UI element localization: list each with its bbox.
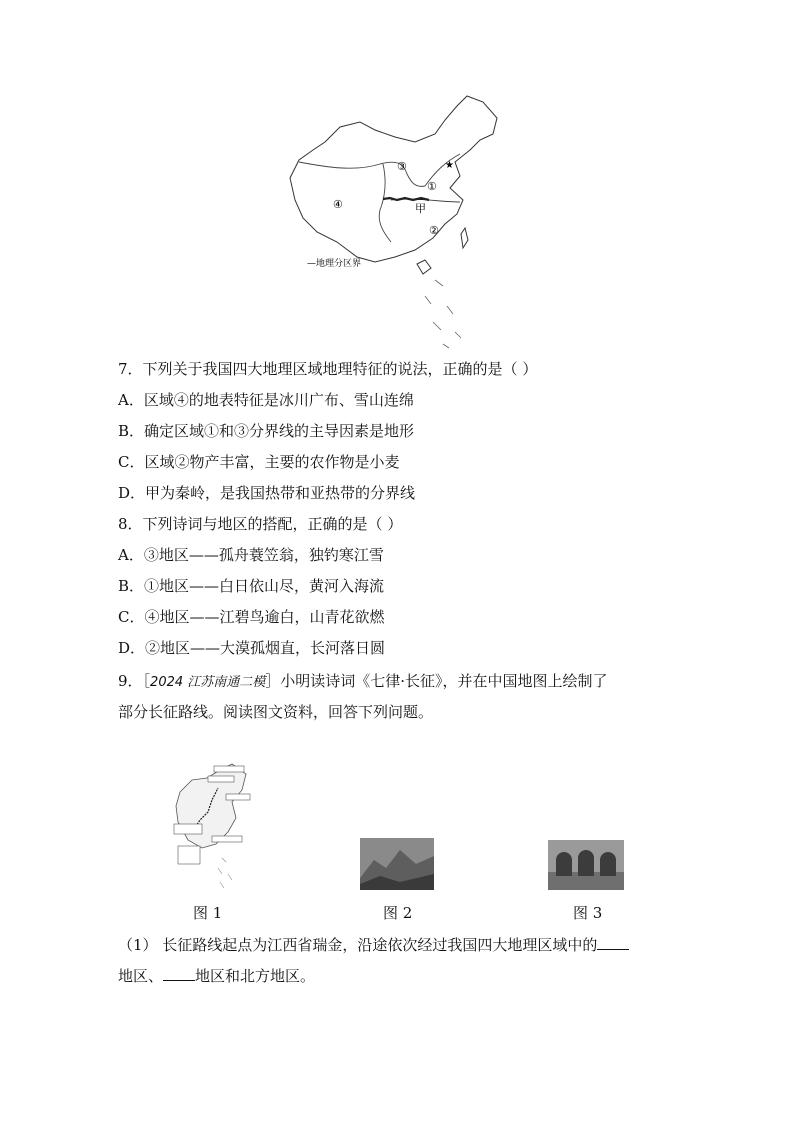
q7-option-d: D．甲为秦岭，是我国热带和亚热带的分界线 — [118, 484, 416, 502]
region-label-3: ③ — [397, 160, 407, 173]
figure-2-photo — [360, 838, 434, 890]
q7-option-a: A．区域④的地表特征是冰川广布、雪山连绵 — [118, 391, 414, 409]
q7-option-b: B．确定区域①和③分界线的主导因素是地形 — [118, 422, 415, 440]
figure-3-photo — [548, 840, 624, 890]
china-region-map — [285, 92, 511, 350]
star-icon: ★ — [445, 160, 454, 171]
region-label-jia: 甲 — [415, 202, 426, 215]
figure-3-caption: 图 3 — [573, 904, 603, 922]
region-label-1: ① — [427, 180, 437, 193]
answer-blank-1[interactable] — [597, 935, 629, 950]
q9-prefix: 9．［ — [118, 672, 151, 690]
map-legend: —地理分区界 — [307, 259, 362, 269]
q9-sub1-line1 — [118, 935, 629, 955]
q9-stem-line2: 部分长征路线。阅读图文资料，回答下列问题。 — [118, 703, 434, 721]
q9-line1-rest: ］小明读诗词《七律·长征》，并在中国地图上绘制了 — [265, 672, 608, 690]
q7-stem: 7．下列关于我国四大地理区域地理特征的说法，正确的是（ ） — [118, 360, 538, 378]
q7-option-c: C．区域②物产丰富，主要的农作物是小麦 — [118, 453, 400, 471]
q8-stem: 8．下列诗词与地区的搭配，正确的是（ ） — [118, 515, 403, 533]
country-outline — [290, 96, 497, 274]
q8-option-c: C．④地区——江碧鸟逾白，山青花欲燃 — [118, 608, 385, 626]
region-label-2: ② — [429, 224, 439, 237]
islands-dots — [425, 280, 461, 348]
q9-source: 2024 江苏南通二模 — [150, 675, 266, 690]
long-march-map — [172, 762, 252, 890]
q9-sub1-line2 — [118, 966, 315, 986]
qinling-mountains — [383, 198, 429, 200]
q8-option-d: D．②地区——大漠孤烟直，长河落日圆 — [118, 639, 386, 657]
region-label-4: ④ — [333, 198, 343, 211]
q8-option-b: B．①地区——白日依山尽，黄河入海流 — [118, 577, 385, 595]
q8-option-a: A．③地区——孤舟蓑笠翁，独钓寒江雪 — [118, 546, 384, 564]
figure-1-caption: 图 1 — [193, 904, 223, 922]
q9-sub1-part1: （1） 长征路线起点为江西省瑞金，沿途依次经过我国四大地理区域中的 — [118, 936, 598, 954]
q9-stem-line1 — [118, 671, 608, 693]
q9-sub1-part2: 地区、 — [118, 967, 164, 985]
q9-sub1-part3: 地区和北方地区。 — [195, 967, 316, 985]
answer-blank-2[interactable] — [163, 966, 195, 981]
figure-2-caption: 图 2 — [383, 904, 413, 922]
